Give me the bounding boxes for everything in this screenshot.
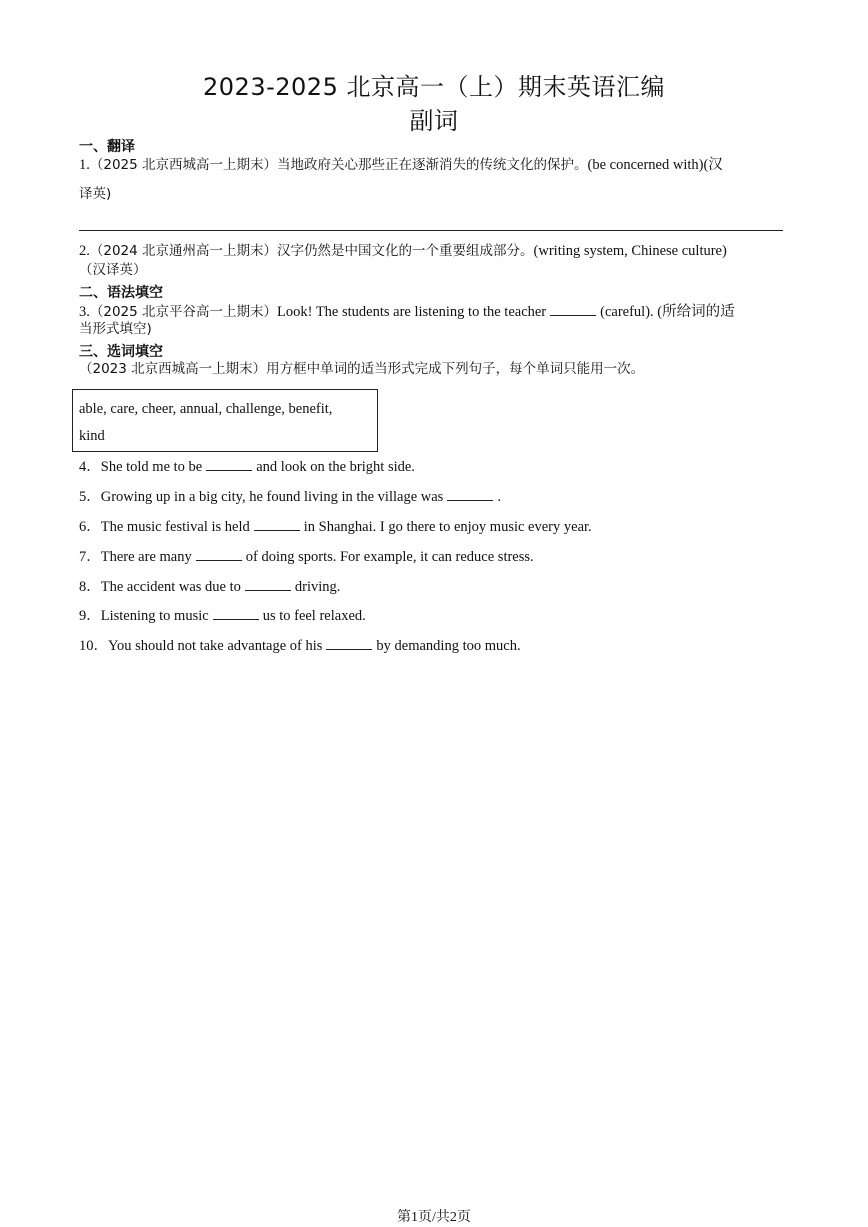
- answer-blank[interactable]: [245, 576, 291, 591]
- question-text-after: in Shanghai. I go there to enjoy music every year.: [303, 519, 592, 535]
- question-3: [79, 301, 735, 321]
- question-item: [79, 456, 415, 476]
- answer-blank[interactable]: [447, 486, 493, 501]
- question-text-after: (careful). (所给词的适: [600, 304, 735, 320]
- question-2-continuation: （汉译英）: [79, 262, 147, 278]
- answer-blank[interactable]: [206, 456, 252, 471]
- question-text-after: of doing sports. For example, it can reduce stress.: [245, 549, 534, 565]
- question-hint: (be concerned with)(汉: [587, 157, 723, 173]
- question-text-before: You should not take advantage of his: [108, 638, 323, 654]
- answer-blank[interactable]: [196, 546, 242, 561]
- document-subtitle: 副词: [409, 107, 459, 135]
- question-number: 5．: [79, 489, 101, 505]
- question-text-before: Look! The students are listening to the teacher: [277, 304, 547, 320]
- question-text-before: Growing up in a big city, he found living in the village was: [100, 489, 444, 505]
- question-text-after: and look on the bright side.: [256, 459, 415, 475]
- question-number: 10．: [79, 638, 108, 654]
- word-bank-line: kind: [79, 428, 105, 444]
- question-text: 汉字仍然是中国文化的一个重要组成部分。: [277, 243, 534, 259]
- answer-blank[interactable]: [213, 605, 259, 620]
- question-item: [79, 546, 534, 566]
- question-3-continuation: 当形式填空): [79, 321, 152, 337]
- question-text-before: The accident was due to: [100, 579, 241, 595]
- section-3-instructions: [79, 360, 644, 378]
- question-text-after: by demanding too much.: [376, 638, 521, 654]
- question-item: [79, 486, 501, 506]
- instruction-text: 用方框中单词的适当形式完成下列句子，每个单词只能用一次。: [266, 361, 645, 377]
- question-number: 8．: [79, 579, 101, 595]
- word-bank-line: able, care, cheer, annual, challenge, benefit,: [79, 401, 333, 417]
- question-number: 2.: [79, 243, 90, 259]
- question-number: 6．: [79, 519, 101, 535]
- answer-blank[interactable]: [326, 635, 372, 650]
- question-number: 9．: [79, 608, 101, 624]
- question-number: 4．: [79, 459, 101, 475]
- question-number: 7．: [79, 549, 101, 565]
- answer-blank[interactable]: [550, 301, 596, 316]
- question-text: 当地政府关心那些正在逐渐消失的传统文化的保护。: [277, 157, 588, 173]
- question-text-before: The music festival is held: [100, 519, 250, 535]
- section-heading-word-choice: 三、选词填空: [79, 344, 163, 360]
- question-source: （2025 北京西城高一上期末）: [89, 157, 278, 173]
- question-item: [79, 516, 592, 536]
- question-2: [79, 242, 727, 260]
- page-footer: 第1页/共2页: [397, 1210, 471, 1225]
- question-number: 1.: [79, 157, 90, 173]
- question-item: [79, 635, 521, 655]
- question-1: [79, 156, 723, 174]
- question-source: （2025 北京平谷高一上期末）: [89, 304, 278, 320]
- question-text-before: There are many: [100, 549, 192, 565]
- question-text-after: us to feel relaxed.: [262, 608, 366, 624]
- instruction-source: （2023 北京西城高一上期末）: [79, 361, 267, 377]
- question-hint: (writing system, Chinese culture): [533, 243, 727, 259]
- question-1-continuation: 译英): [79, 186, 112, 202]
- question-text-before: She told me to be: [100, 459, 203, 475]
- question-item: [79, 605, 366, 625]
- document-title: 2023-2025 北京高一（上）期末英语汇编: [203, 73, 665, 101]
- question-item: [79, 576, 340, 596]
- word-bank-box: [72, 389, 378, 452]
- question-source: （2024 北京通州高一上期末）: [89, 243, 278, 259]
- answer-line: [79, 230, 783, 231]
- question-number: 3.: [79, 304, 90, 320]
- question-text-before: Listening to music: [100, 608, 209, 624]
- question-text-after: .: [497, 489, 501, 505]
- question-text-after: driving.: [294, 579, 341, 595]
- answer-blank[interactable]: [254, 516, 300, 531]
- section-heading-grammar: 二、语法填空: [79, 285, 163, 301]
- section-heading-translation: 一、翻译: [79, 139, 135, 155]
